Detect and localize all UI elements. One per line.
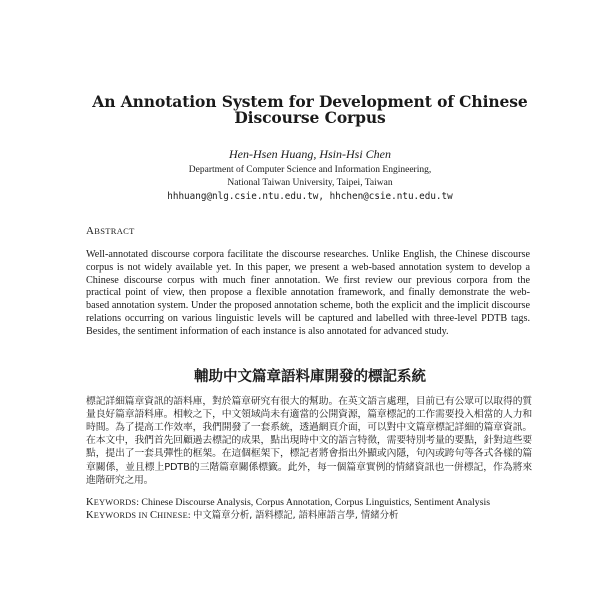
abstract-heading	[86, 225, 534, 237]
keywords-chinese-initial1: K	[86, 509, 94, 521]
paper-title-line2: Discourse Corpus	[234, 108, 386, 127]
paper-page	[86, 94, 534, 522]
abstract-heading-rest: BSTRACT	[94, 226, 135, 236]
keywords-chinese-rest2: HINESE	[157, 510, 188, 520]
chinese-title: 輔助中文篇章語料庫開發的標記系統	[194, 368, 426, 385]
chinese-abstract-body: 標記詳細篇章資訊的語料庫，對於篇章研究有很大的幫助。在英文語言處理，目前已有公眾可以取得的質量良好篇章語料庫。相較之下，中文領域尚未有適當的公開資源，篇章標記的工作需要投入相當的人力和時間。為了提高工作效率，我們開發了一套系統，透過網頁介面，可以對中文篇章標記詳細的篇章資訊。在本文中，我們首先回顧過去標記的成果，點出現時中文的語言特徵，需要特別考量的要點，針對這些要點，提出了一套具彈性的框架。在這個框架下，標記者將會指出外顯或內隱，句內或跨句等各式各樣的篇章關係，並且標上PDTB的三階篇章關係標籤。此外，每一個篇章實例的情緒資訊也一併標記，作為將來進階研究之用。	[86, 395, 532, 486]
affiliation-line1: Department of Computer Science and Information Engineering,	[188, 165, 432, 175]
affiliation	[86, 164, 534, 190]
keywords: KEYWORDS: Chinese Discourse Analysis, Corpus Annotation, Corpus Linguistics, Sentiment Analysis	[86, 497, 491, 508]
abstract-body: Well-annotated discourse corpora facilitate the discourse researches. Unlike English, the Chinese discourse corpus is not widely available yet. In this paper, we present a web-based annotation system to develop a Chinese discourse corpus with much finer annotation. We first review our previous corpora from the practical point of view, then propose a flexible annotation framework, and finally demonstrate the web-based annotation system. Under the proposed annotation scheme, both the explicit and the implicit discourse relations occurring on various linguistic levels will be captured and labelled with three-level PDTB tags. Besides, the sentiment information of each instance is also annotated for advanced study.	[86, 249, 530, 337]
keywords-chinese-initial2: C	[149, 509, 158, 521]
paper-title-line1: An Annotation System for Development of Chinese	[92, 92, 528, 111]
keywords-chinese-rest1: EYWORDS IN	[93, 510, 148, 520]
authors: Hen-Hsen Huang, Hsin-Hsi Chen	[229, 147, 391, 161]
keywords-chinese: KEYWORDS IN CHINESE: 中文篇章分析, 語料標記, 語料庫語言學, 情緒分析	[86, 509, 399, 521]
affiliation-line2: National Taiwan University, Taipei, Taiwan	[227, 178, 393, 188]
keywords-chinese-value: 中文篇章分析, 語料標記, 語料庫語言學, 情緒分析	[192, 509, 399, 521]
author-emails: hhhuang@nlg.csie.ntu.edu.tw, hhchen@csie.ntu.edu.tw	[167, 191, 453, 202]
paper-title	[86, 94, 534, 126]
abstract-heading-initial: A	[86, 225, 95, 237]
keywords-value: Chinese Discourse Analysis, Corpus Annotation, Corpus Linguistics, Sentiment Analysis	[141, 497, 491, 508]
keywords-label-initial: K	[86, 497, 94, 508]
keywords-label	[86, 498, 136, 507]
keywords-chinese-label	[86, 511, 188, 520]
keywords-label-rest: EYWORDS	[93, 498, 137, 507]
